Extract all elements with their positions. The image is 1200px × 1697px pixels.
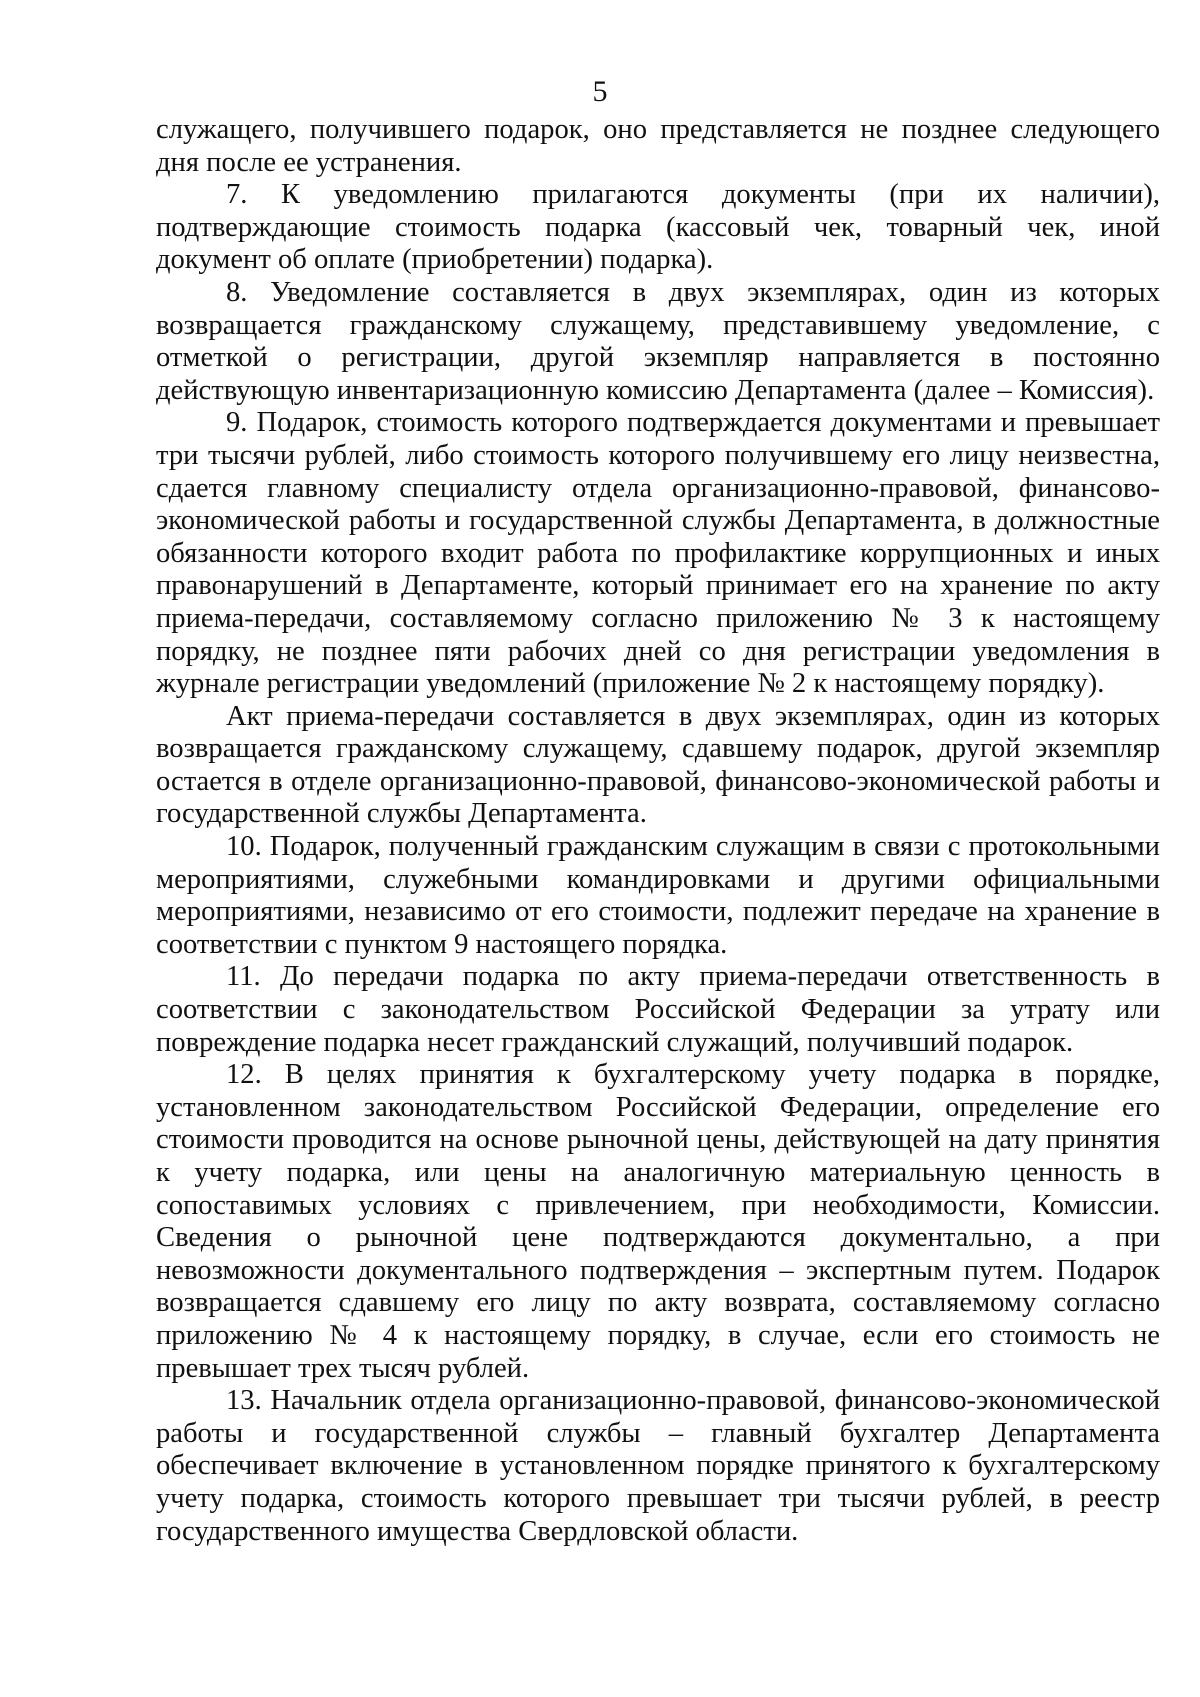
paragraph-item-13: 13. Начальник отдела организационно-правовой, финансово-экономической работы и государственной службы – главный бухгалтер Департамента обеспечивает включение в установленном порядке принятого к бухгалтерскому учету подарка, стоимость которого превышает три тысячи рублей, в реестр государственного имущества Свердловской области.: [156, 1385, 1160, 1547]
paragraph-item-11: 11. До передачи подарка по акту приема-передачи ответственность в соответствии с законодательством Российской Федерации за утрату или повреждение подарка несет гражданский служащий, получивший подарок.: [156, 961, 1160, 1058]
paragraph-item-7: 7. К уведомлению прилагаются документы (при их наличии), подтверждающие стоимость подарка (кассовый чек, товарный чек, иной документ об оплате (приобретении) подарка).: [156, 179, 1160, 276]
paragraph-continuation: служащего, получившего подарок, оно представляется не позднее следующего дня после ее устранения.: [156, 114, 1160, 178]
document-body: [156, 114, 1160, 1548]
page-number: 5: [592, 75, 608, 108]
paragraph-item-10: 10. Подарок, полученный гражданским служащим в связи с протокольными мероприятиями, служебными командировками и другими официальными мероприятиями, независимо от его стоимости, подлежит передаче на хранение в соответствии с пунктом 9 настоящего порядка.: [156, 831, 1160, 960]
paragraph-item-9: 9. Подарок, стоимость которого подтверждается документами и превышает три тысячи рублей, либо стоимость которого получившему его лицу неизвестна, сдается главному специалисту отдела организационно-правовой, финансово-экономической работы и государственной службы Департамента, в должностные обязанности которого входит работа по профилактике коррупционных и иных правонарушений в Департаменте, который принимает его на хранение по акту приема-передачи, составляемому согласно приложению № 3 к настоящему порядку, не позднее пяти рабочих дней со дня регистрации уведомления в журнале регистрации уведомлений (приложение № 2 к настоящему порядку).: [156, 407, 1160, 700]
paragraph-item-12: 12. В целях принятия к бухгалтерскому учету подарка в порядке, установленном законодательством Российской Федерации, определение его стоимости проводится на основе рыночной цены, действующей на дату принятия к учету подарка, или цены на аналогичную материальную ценность в сопоставимых условиях с привлечением, при необходимости, Комиссии. Сведения о рыночной цене подтверждаются документально, а при невозможности документального подтверждения – экспертным путем. Подарок возвращается сдавшему его лицу по акту возврата, составляемому согласно приложению № 4 к настоящему порядку, в случае, если его стоимость не превышает трех тысяч рублей.: [156, 1059, 1160, 1384]
paragraph-acceptance-act: Акт приема-передачи составляется в двух экземплярах, один из которых возвращается гражданскому служащему, сдавшему подарок, другой экземпляр остается в отделе организационно-правовой, финансово-экономической работы и государственной службы Департамента.: [156, 700, 1160, 830]
paragraph-item-8: 8. Уведомление составляется в двух экземплярах, один из которых возвращается гражданскому служащему, представившему уведомление, с отметкой о регистрации, другой экземпляр направляется в постоянно действующую инвентаризационную комиссию Департамента (далее – Комиссия).: [156, 276, 1160, 406]
